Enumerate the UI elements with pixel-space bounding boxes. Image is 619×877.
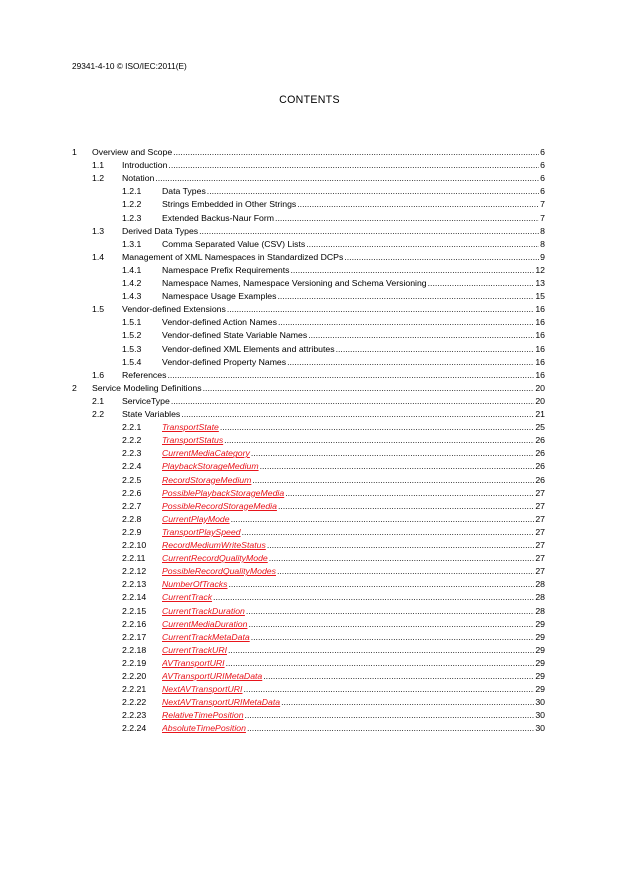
toc-entry-number: 2.2.22	[122, 697, 147, 708]
toc-entry-number: 2.2.16	[122, 618, 147, 629]
toc-entry-number: 1.2.2	[122, 199, 142, 210]
toc-entry-page: 6	[540, 147, 545, 157]
toc-entry-page: 26	[535, 435, 545, 446]
toc-entry-title: ServiceType	[122, 395, 170, 406]
toc-entry-title: Introduction	[122, 160, 168, 171]
toc-entry-title: Namespace Usage Examples	[162, 291, 277, 302]
toc-entry-title: Namespace Names, Namespace Versioning and Schema Versioning	[162, 278, 427, 288]
toc-dot-leader	[225, 657, 534, 670]
toc-dot-leader	[172, 146, 539, 159]
toc-entry-number: 2.2.8	[122, 513, 142, 524]
toc-entry-page: 29	[535, 657, 545, 668]
toc-entry[interactable]	[0, 591, 619, 604]
toc-dot-leader	[266, 539, 534, 552]
toc-entry-number: 2.2.18	[122, 644, 147, 655]
toc-entry-link[interactable]: AVTransportURI	[162, 657, 225, 668]
toc-entry[interactable]	[0, 513, 619, 526]
toc-entry-title: Strings Embedded in Other Strings	[162, 199, 297, 210]
toc-entry	[0, 238, 619, 251]
toc-entry-page: 9	[540, 251, 545, 262]
toc-entry-page: 15	[535, 291, 545, 302]
toc-entry-page: 27	[535, 513, 545, 524]
toc-entry-number: 2.2.3	[122, 448, 142, 459]
toc-entry-page: 27	[535, 500, 545, 511]
toc-entry-number: 2.2.12	[122, 566, 147, 577]
toc-entry[interactable]	[0, 657, 619, 670]
toc-entry-page: 16	[535, 317, 545, 328]
toc-dot-leader	[226, 303, 534, 316]
toc-entry[interactable]	[0, 447, 619, 460]
toc-entry-title: Comma Separated Value (CSV) Lists	[162, 238, 306, 249]
toc-entry-title: Vendor-defined State Variable Names	[162, 330, 308, 341]
toc-entry-link[interactable]: CurrentTrackDuration	[162, 605, 245, 616]
toc-entry-number: 2.2.2	[122, 435, 142, 446]
toc-entry-number: 2.2.6	[122, 487, 142, 498]
toc-entry-link[interactable]: CurrentTrack	[162, 592, 213, 603]
toc-dot-leader	[250, 631, 534, 644]
toc-entry-link[interactable]: RecordStorageMedium	[162, 474, 252, 485]
toc-entry-page: 16	[535, 304, 545, 315]
toc-entry	[0, 290, 619, 303]
toc-entry	[0, 382, 619, 395]
toc-dot-leader	[206, 185, 539, 198]
toc-entry-page: 16	[535, 330, 545, 341]
toc-entry-number: 1.5.4	[122, 356, 142, 367]
toc-entry[interactable]	[0, 683, 619, 696]
toc-entry-number: 2.2.15	[122, 605, 147, 616]
toc-entry	[0, 198, 619, 211]
toc-entry-number: 2.2.20	[122, 671, 147, 681]
toc-dot-leader	[180, 408, 534, 421]
toc-dot-leader	[245, 605, 534, 618]
toc-entry-number: 2.2.1	[122, 422, 142, 433]
toc-dot-leader	[154, 172, 539, 185]
contents-title: CONTENTS	[279, 94, 340, 106]
toc-entry-page: 29	[535, 684, 545, 695]
toc-dot-leader	[276, 565, 534, 578]
toc-entry[interactable]	[0, 500, 619, 513]
toc-entry[interactable]	[0, 434, 619, 447]
toc-entry	[0, 277, 619, 290]
toc-entry	[0, 212, 619, 225]
toc-entry-page: 30	[535, 697, 545, 708]
toc-entry-link[interactable]: CurrentTrackURI	[162, 644, 228, 655]
toc-entry[interactable]	[0, 552, 619, 565]
toc-entry-page: 16	[535, 369, 545, 380]
toc-entry-link[interactable]: CurrentTrackMetaData	[162, 631, 250, 642]
toc-dot-leader	[241, 526, 534, 539]
toc-entry-link[interactable]: CurrentPlayMode	[162, 513, 230, 524]
toc-entry-link[interactable]: CurrentMediaCategory	[162, 448, 250, 459]
toc-entry	[0, 264, 619, 277]
toc-dot-leader	[335, 343, 534, 356]
toc-dot-leader	[242, 683, 534, 696]
toc-entry-number: 1.3.1	[122, 238, 142, 249]
toc-entry[interactable]	[0, 578, 619, 591]
toc-entry[interactable]	[0, 696, 619, 709]
toc-entry-page: 7	[540, 212, 545, 223]
toc-entry	[0, 185, 619, 198]
toc-entry-title: Service Modeling Definitions	[92, 382, 202, 393]
toc-entry-link[interactable]: RelativeTimePosition	[162, 710, 244, 721]
toc-entry-number: 2	[72, 382, 77, 393]
toc-entry-number: 2.2	[92, 409, 105, 419]
toc-entry-number: 2.2.5	[122, 474, 142, 485]
toc-entry-page: 26	[535, 461, 545, 472]
toc-dot-leader	[230, 513, 534, 526]
toc-entry-page: 20	[535, 395, 545, 406]
toc-dot-leader	[284, 487, 534, 500]
toc-dot-leader	[202, 382, 534, 395]
toc-entry-page: 6	[540, 160, 545, 171]
toc-entry-number: 1.4	[92, 251, 105, 262]
toc-entry-page: 29	[535, 644, 545, 655]
toc-entry-page: 20	[535, 382, 545, 393]
toc-entry[interactable]	[0, 605, 619, 618]
toc-entry-number: 1.5.1	[122, 317, 142, 328]
toc-entry-number: 2.2.14	[122, 592, 147, 603]
toc-entry	[0, 251, 619, 264]
toc-entry-page: 28	[535, 579, 545, 590]
toc-entry-title: Notation	[122, 173, 155, 184]
toc-entry-number: 2.2.4	[122, 461, 142, 472]
toc-entry	[0, 159, 619, 172]
toc-entry-page: 8	[540, 238, 545, 249]
toc-entry-number: 1.2.1	[122, 186, 142, 197]
toc-entry-link[interactable]: CurrentMediaDuration	[162, 618, 248, 629]
header-reference: 29341-4-10 © ISO/IEC:2011(E)	[72, 61, 187, 71]
toc-entry-page: 27	[535, 526, 545, 537]
toc-entry-number: 2.2.17	[122, 631, 147, 642]
toc-entry[interactable]	[0, 539, 619, 552]
toc-entry-number: 2.2.7	[122, 500, 142, 511]
toc-entry-number: 2.2.9	[122, 526, 142, 537]
toc-entry-page: 27	[535, 540, 545, 550]
toc-entry-page: 29	[535, 631, 545, 642]
toc-entry-number: 2.2.21	[122, 684, 147, 695]
toc-entry-number: 2.2.11	[122, 553, 146, 564]
toc-dot-leader	[250, 447, 534, 460]
toc-entry-link[interactable]: NextAVTransportURI	[162, 684, 243, 695]
toc-entry-number: 1.5.3	[122, 343, 142, 354]
toc-entry-page: 21	[535, 409, 545, 419]
toc-entry-title: State Variables	[122, 409, 181, 419]
toc-dot-leader	[280, 696, 534, 709]
toc-entry-link[interactable]: AbsoluteTimePosition	[162, 723, 246, 734]
toc-entry-number: 1.2.3	[122, 212, 142, 223]
toc-entry-link[interactable]: PossibleRecordStorageMedia	[162, 500, 277, 511]
toc-entry-number: 1.4.2	[122, 278, 142, 288]
toc-entry-link[interactable]: PossiblePlaybackStorageMedia	[162, 487, 285, 498]
toc-entry-number: 1.2	[92, 173, 105, 184]
toc-entry-title: Extended Backus-Naur Form	[162, 212, 275, 223]
toc-entry-title: Data Types	[162, 186, 206, 197]
toc-dot-leader	[277, 500, 534, 513]
toc-entry-link[interactable]: RecordMediumWriteStatus	[162, 540, 266, 550]
toc-entry-number: 1.4.3	[122, 291, 142, 302]
toc-dot-leader	[276, 290, 534, 303]
toc-dot-leader	[166, 369, 534, 382]
toc-entry-page: 16	[535, 356, 545, 367]
toc-dot-leader	[227, 644, 534, 657]
toc-entry[interactable]	[0, 565, 619, 578]
toc-entry-page: 27	[535, 487, 545, 498]
toc-entry-page: 26	[535, 448, 545, 459]
toc-entry-page: 16	[535, 343, 545, 354]
toc-dot-leader	[223, 434, 534, 447]
toc-entry-number: 1.5	[92, 304, 105, 315]
toc-entry-page: 8	[540, 225, 545, 236]
toc-entry-link[interactable]: PossibleRecordQualityModes	[162, 566, 276, 577]
toc-entry-link[interactable]: NextAVTransportURIMetaData	[162, 697, 281, 708]
toc-entry-page: 7	[540, 199, 545, 210]
toc-entry	[0, 343, 619, 356]
toc-entry[interactable]	[0, 670, 619, 683]
toc-entry-page: 28	[535, 605, 545, 616]
toc-entry-page: 6	[540, 173, 545, 184]
toc-entry-page: 28	[535, 592, 545, 603]
toc-entry[interactable]	[0, 631, 619, 644]
toc-entry[interactable]	[0, 526, 619, 539]
toc-dot-leader	[277, 316, 534, 329]
toc-entry[interactable]	[0, 618, 619, 631]
toc-entry[interactable]	[0, 722, 619, 735]
toc-entry-number: 1	[72, 147, 77, 157]
toc-entry[interactable]	[0, 644, 619, 657]
toc-entry-link[interactable]: TransportState	[162, 422, 219, 433]
toc-entry-page: 12	[535, 264, 545, 275]
toc-entry-title: Overview and Scope	[92, 147, 173, 157]
toc-entry-title: Vendor-defined Property Names	[162, 356, 287, 367]
toc-dot-leader	[259, 460, 534, 473]
toc-entry[interactable]	[0, 487, 619, 500]
toc-entry-number: 2.2.24	[122, 723, 147, 734]
toc-entry-number: 2.1	[92, 395, 105, 406]
toc-entry[interactable]	[0, 474, 619, 487]
toc-dot-leader	[167, 159, 539, 172]
toc-dot-leader	[274, 212, 539, 225]
toc-entry	[0, 225, 619, 238]
toc-entry	[0, 369, 619, 382]
toc-dot-leader	[305, 238, 539, 251]
toc-dot-leader	[170, 395, 534, 408]
toc-dot-leader	[212, 591, 534, 604]
toc-entry[interactable]	[0, 460, 619, 473]
toc-dot-leader	[296, 198, 539, 211]
toc-entry-page: 26	[535, 474, 545, 485]
toc-entry-number: 2.2.10	[122, 540, 147, 550]
toc-entry-link[interactable]: NumberOfTracks	[162, 579, 228, 590]
toc-entry-link[interactable]: TransportStatus	[162, 435, 224, 446]
toc-entry-number: 1.4.1	[122, 264, 142, 275]
toc-entry-number: 1.1	[92, 160, 105, 171]
toc-entry-number: 2.2.19	[122, 657, 147, 668]
toc-entry-link[interactable]: TransportPlaySpeed	[162, 526, 241, 537]
toc-entry	[0, 329, 619, 342]
toc-entry-title: Vendor-defined XML Elements and attributes	[162, 343, 335, 354]
toc-dot-leader	[228, 578, 535, 591]
toc-dot-leader	[251, 474, 534, 487]
toc-entry-page: 27	[535, 553, 545, 564]
toc-entry-title: Vendor-defined Action Names	[162, 317, 277, 328]
toc-entry-number: 2.2.23	[122, 710, 147, 721]
toc-entry	[0, 146, 619, 159]
toc-entry-title: Management of XML Namespaces in Standardized DCPs	[122, 251, 344, 262]
toc-entry	[0, 303, 619, 316]
toc-dot-leader	[289, 264, 534, 277]
toc-dot-leader	[343, 251, 539, 264]
toc-entry-title: Derived Data Types	[122, 225, 199, 236]
toc-dot-leader	[262, 670, 534, 683]
toc-entry-page: 13	[535, 278, 545, 288]
toc-entry-title: Vendor-defined Extensions	[122, 304, 226, 315]
toc-entry-title: Namespace Prefix Requirements	[162, 264, 290, 275]
toc-dot-leader	[198, 225, 539, 238]
toc-entry-page: 29	[535, 618, 545, 629]
toc-dot-leader	[219, 421, 534, 434]
toc-dot-leader	[427, 277, 534, 290]
toc-dot-leader	[286, 356, 534, 369]
toc-entry	[0, 395, 619, 408]
toc-entry-page: 30	[535, 710, 545, 721]
toc-entry	[0, 356, 619, 369]
toc-entry-number: 1.5.2	[122, 330, 142, 341]
toc-entry-page: 27	[535, 566, 545, 577]
toc-entry[interactable]	[0, 709, 619, 722]
toc-dot-leader	[307, 329, 534, 342]
toc-dot-leader	[244, 709, 534, 722]
toc-dot-leader	[247, 618, 534, 631]
toc-entry-link[interactable]: PlaybackStorageMedium	[162, 461, 259, 472]
toc-entry[interactable]	[0, 421, 619, 434]
toc-dot-leader	[246, 722, 534, 735]
toc-entry-link[interactable]: CurrentRecordQualityMode	[162, 553, 268, 564]
toc-entry	[0, 172, 619, 185]
toc-entry-number: 1.3	[92, 225, 105, 236]
toc-entry-number: 1.6	[92, 369, 105, 380]
toc-entry-page: 25	[535, 422, 545, 433]
toc-entry	[0, 316, 619, 329]
toc-entry-title: References	[122, 369, 167, 380]
toc-entry-page: 29	[535, 671, 545, 681]
toc-entry	[0, 408, 619, 421]
toc-entry-page: 6	[540, 186, 545, 197]
toc-entry-page: 30	[535, 723, 545, 734]
toc-dot-leader	[268, 552, 534, 565]
toc-entry-number: 2.2.13	[122, 579, 147, 590]
toc-entry-link[interactable]: AVTransportURIMetaData	[162, 671, 263, 681]
